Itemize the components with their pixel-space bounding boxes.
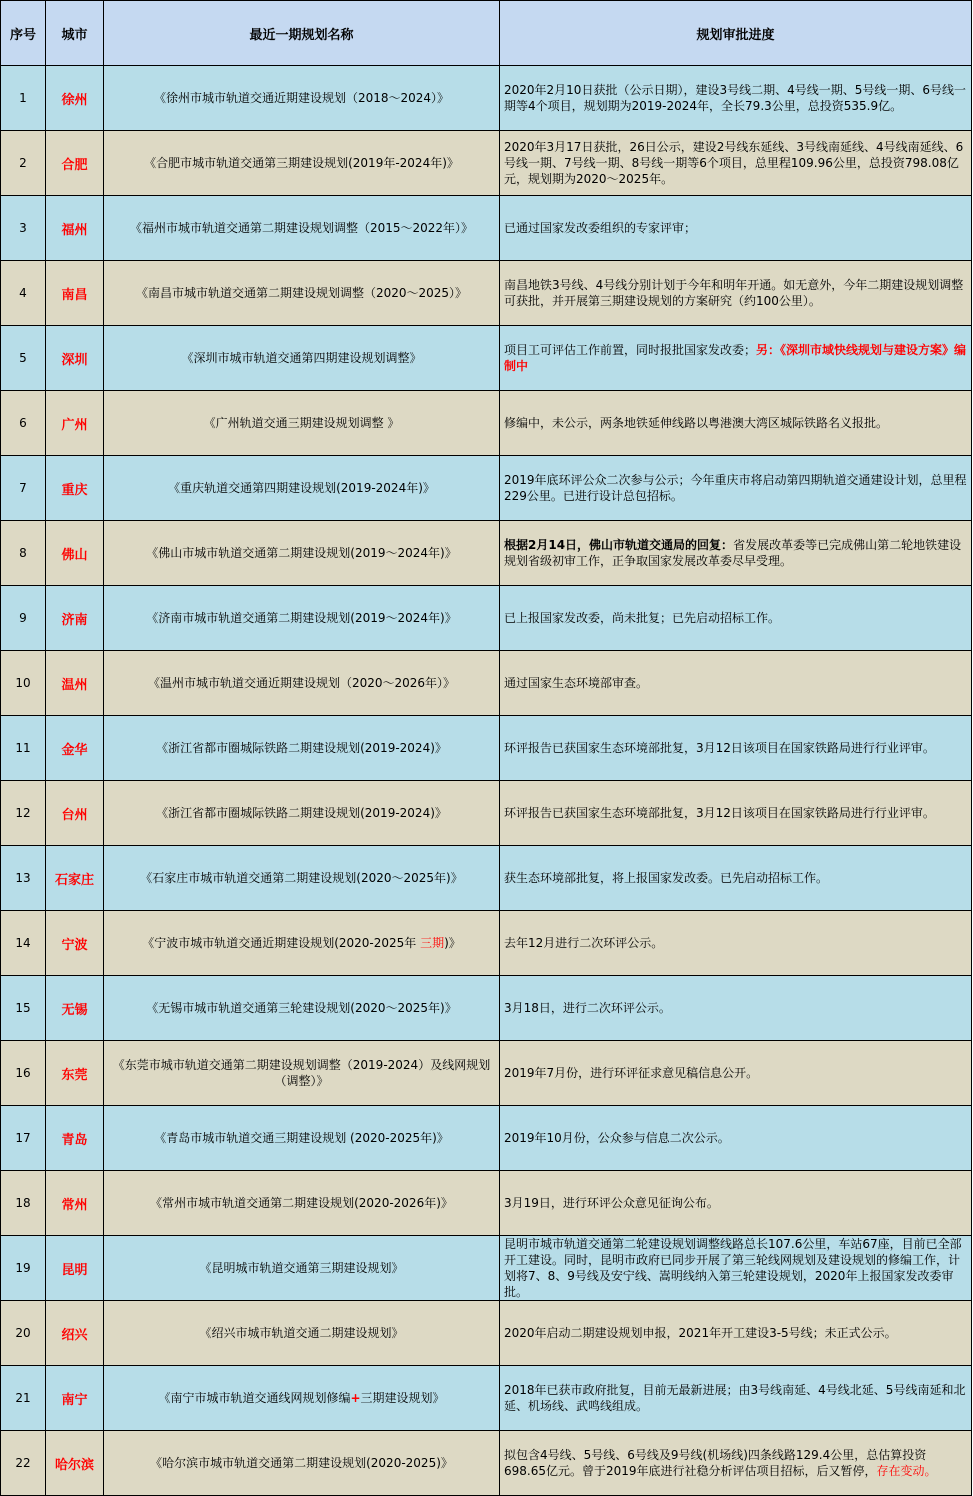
plan-text: 《宁波市城市轨道交通近期建设规划(2020-2025年 (142, 936, 421, 950)
table-row (1, 326, 972, 391)
header-progress: 规划审批进度 (500, 1, 972, 66)
plan-name: 《深圳市城市轨道交通第四期建设规划调整》 (104, 326, 500, 391)
approval-progress: 环评报告已获国家生态环境部批复，3月12日该项目在国家铁路局进行行业评审。 (500, 781, 972, 846)
approval-progress (500, 1431, 972, 1496)
table-row (1, 131, 972, 196)
table-row (1, 846, 972, 911)
city-name: 徐州 (46, 66, 104, 131)
table-row (1, 261, 972, 326)
plan-highlight: + (350, 1391, 361, 1405)
progress-highlight: 存在变动。 (876, 1464, 937, 1478)
row-index: 8 (1, 521, 46, 586)
approval-progress: 获生态环境部批复，将上报国家发改委。已先启动招标工作。 (500, 846, 972, 911)
plan-name: 《温州市城市轨道交通近期建设规划（2020～2026年）》 (104, 651, 500, 716)
plan-name (104, 1366, 500, 1431)
row-index: 7 (1, 456, 46, 521)
plan-name: 《无锡市城市轨道交通第三轮建设规划(2020～2025年)》 (104, 976, 500, 1041)
approval-progress: 去年12月进行二次环评公示。 (500, 911, 972, 976)
city-name: 无锡 (46, 976, 104, 1041)
city-name: 广州 (46, 391, 104, 456)
plan-name: 《常州市城市轨道交通第二期建设规划(2020-2026年)》 (104, 1171, 500, 1236)
table-row (1, 1236, 972, 1301)
city-name: 青岛 (46, 1106, 104, 1171)
plan-name: 《济南市城市轨道交通第二期建设规划(2019～2024年)》 (104, 586, 500, 651)
city-name: 哈尔滨 (46, 1431, 104, 1496)
row-index: 1 (1, 66, 46, 131)
progress-text: 拟包含4号线、5号线、6号线及9号线(机场线)四条线路129.4公里，总估算投资698.65亿元。曾于2019年底进行社稳分析评估项目招标，后又暂停， (504, 1448, 927, 1478)
row-index: 2 (1, 131, 46, 196)
table-row (1, 976, 972, 1041)
table-row (1, 1301, 972, 1366)
city-name: 绍兴 (46, 1301, 104, 1366)
approval-progress: 2019年底环评公众二次参与公示；今年重庆市将启动第四期轨道交通建设计划，总里程229公里。已进行设计总包招标。 (500, 456, 972, 521)
city-name: 台州 (46, 781, 104, 846)
city-name: 济南 (46, 586, 104, 651)
table-row (1, 1106, 972, 1171)
progress-text: 项目工可评估工作前置，同时报批国家发改委； (504, 343, 757, 357)
city-name: 东莞 (46, 1041, 104, 1106)
approval-progress: 2019年10月份，公众参与信息二次公示。 (500, 1106, 972, 1171)
plan-name: 《浙江省都市圈城际铁路二期建设规划(2019-2024)》 (104, 716, 500, 781)
progress-bold-lead: 根据2月14日，佛山市轨道交通局的回复： (504, 538, 734, 552)
plan-name: 《哈尔滨市城市轨道交通第二期建设规划(2020-2025)》 (104, 1431, 500, 1496)
table-row (1, 66, 972, 131)
approval-progress: 已上报国家发改委，尚未批复；已先启动招标工作。 (500, 586, 972, 651)
row-index: 21 (1, 1366, 46, 1431)
row-index: 20 (1, 1301, 46, 1366)
city-name: 佛山 (46, 521, 104, 586)
row-index: 17 (1, 1106, 46, 1171)
city-name: 昆明 (46, 1236, 104, 1301)
table-row (1, 1041, 972, 1106)
row-index: 13 (1, 846, 46, 911)
row-index: 3 (1, 196, 46, 261)
plan-tail: )》 (444, 936, 461, 950)
table-row (1, 391, 972, 456)
plan-name: 《石家庄市城市轨道交通第二期建设规划(2020～2025年)》 (104, 846, 500, 911)
row-index: 5 (1, 326, 46, 391)
table-row (1, 1431, 972, 1496)
plan-text: 《南宁市城市轨道交通线网规划修编 (158, 1391, 351, 1405)
table-row (1, 196, 972, 261)
plan-name: 《青岛市城市轨道交通三期建设规划 (2020-2025年)》 (104, 1106, 500, 1171)
city-name: 金华 (46, 716, 104, 781)
approval-progress: 环评报告已获国家生态环境部批复，3月12日该项目在国家铁路局进行行业评审。 (500, 716, 972, 781)
row-index: 14 (1, 911, 46, 976)
plan-tail: 三期建设规划》 (360, 1391, 445, 1405)
row-index: 22 (1, 1431, 46, 1496)
plan-name: 《重庆轨道交通第四期建设规划(2019-2024年)》 (104, 456, 500, 521)
approval-progress: 2020年2月10日获批（公示日期），建设3号线二期、4号线一期、5号线一期、6号线一期等4个项目，规划期为2019-2024年，全长79.3公里，总投资535.9亿。 (500, 66, 972, 131)
row-index: 19 (1, 1236, 46, 1301)
approval-progress: 南昌地铁3号线、4号线分别计划于今年和明年开通。如无意外，今年二期建设规划调整可获批，并开展第三期建设规划的方案研究（约100公里）。 (500, 261, 972, 326)
city-name: 宁波 (46, 911, 104, 976)
city-name: 温州 (46, 651, 104, 716)
approval-progress (500, 521, 972, 586)
table-row (1, 1366, 972, 1431)
row-index: 4 (1, 261, 46, 326)
row-index: 18 (1, 1171, 46, 1236)
table-row (1, 911, 972, 976)
plan-name: 《浙江省都市圈城际铁路二期建设规划(2019-2024)》 (104, 781, 500, 846)
city-name: 南昌 (46, 261, 104, 326)
plan-highlight: 三期 (420, 936, 445, 950)
approval-progress: 3月18日，进行二次环评公示。 (500, 976, 972, 1041)
plan-name: 《绍兴市城市轨道交通二期建设规划》 (104, 1301, 500, 1366)
city-name: 南宁 (46, 1366, 104, 1431)
header-city: 城市 (46, 1, 104, 66)
city-name: 福州 (46, 196, 104, 261)
approval-progress: 3月19日，进行环评公众意见征询公布。 (500, 1171, 972, 1236)
row-index: 12 (1, 781, 46, 846)
header-plan: 最近一期规划名称 (104, 1, 500, 66)
progress-text: 省发展改革委等已完成佛山第二轮地铁建设规划省级初审工作，正争取国家发展改革委尽早受理。 (504, 538, 962, 568)
row-index: 9 (1, 586, 46, 651)
plan-name: 《福州市城市轨道交通第二期建设规划调整（2015～2022年）》 (104, 196, 500, 261)
approval-progress: 修编中，未公示，两条地铁延伸线路以粤港澳大湾区城际铁路名义报批。 (500, 391, 972, 456)
plan-name: 《南昌市城市轨道交通第二期建设规划调整（2020～2025）》 (104, 261, 500, 326)
city-name: 石家庄 (46, 846, 104, 911)
table-row (1, 586, 972, 651)
table-row (1, 521, 972, 586)
plan-name: 《广州轨道交通三期建设规划调整 》 (104, 391, 500, 456)
plan-name: 《东莞市城市轨道交通第二期建设规划调整（2019-2024）及线网规划（调整）》 (104, 1041, 500, 1106)
table-row (1, 781, 972, 846)
approval-progress: 昆明市城市轨道交通第二轮建设规划调整线路总长107.6公里，车站67座，目前已全部开工建设。同时，昆明市政府已同步开展了第三轮线网规划及建设规划的修编工作，计划将7、8、9号线及安宁线、嵩明线纳入第三轮建设规划，2020年上报国家发改委审批。 (500, 1236, 972, 1301)
row-index: 6 (1, 391, 46, 456)
approval-progress (500, 326, 972, 391)
header-idx: 序号 (1, 1, 46, 66)
row-index: 15 (1, 976, 46, 1041)
table-body (1, 66, 972, 1496)
plan-name: 《佛山市城市轨道交通第二期建设规划(2019～2024年)》 (104, 521, 500, 586)
approval-progress: 已通过国家发改委组织的专家评审； (500, 196, 972, 261)
plan-name: 《昆明城市轨道交通第三期建设规划》 (104, 1236, 500, 1301)
table-row (1, 716, 972, 781)
approval-progress: 通过国家生态环境部审查。 (500, 651, 972, 716)
city-name: 重庆 (46, 456, 104, 521)
plan-name (104, 911, 500, 976)
approval-progress: 2019年7月份，进行环评征求意见稿信息公开。 (500, 1041, 972, 1106)
row-index: 16 (1, 1041, 46, 1106)
table-row (1, 1171, 972, 1236)
table-row (1, 651, 972, 716)
progress-highlight: 另：《深圳市域快线规划与建设方案》编制中 (504, 343, 967, 373)
city-name: 深圳 (46, 326, 104, 391)
plan-name: 《徐州市城市轨道交通近期建设规划（2018～2024）》 (104, 66, 500, 131)
plan-name: 《合肥市城市轨道交通第三期建设规划(2019年-2024年)》 (104, 131, 500, 196)
row-index: 11 (1, 716, 46, 781)
header-row (1, 1, 972, 66)
approval-progress: 2020年启动二期建设规划申报，2021年开工建设3-5号线；未正式公示。 (500, 1301, 972, 1366)
city-name: 常州 (46, 1171, 104, 1236)
approval-progress: 2020年3月17日获批，26日公示，建设2号线东延线、3号线南延线、4号线南延线、6号线一期、7号线一期、8号线一期等6个项目，总里程109.96公里，总投资798.08亿元，规划期为2020～2025年。 (500, 131, 972, 196)
approval-progress: 2018年已获市政府批复，目前无最新进展；由3号线南延、4号线北延、5号线南延和北延、机场线、武鸣线组成。 (500, 1366, 972, 1431)
city-name: 合肥 (46, 131, 104, 196)
table-row (1, 456, 972, 521)
row-index: 10 (1, 651, 46, 716)
